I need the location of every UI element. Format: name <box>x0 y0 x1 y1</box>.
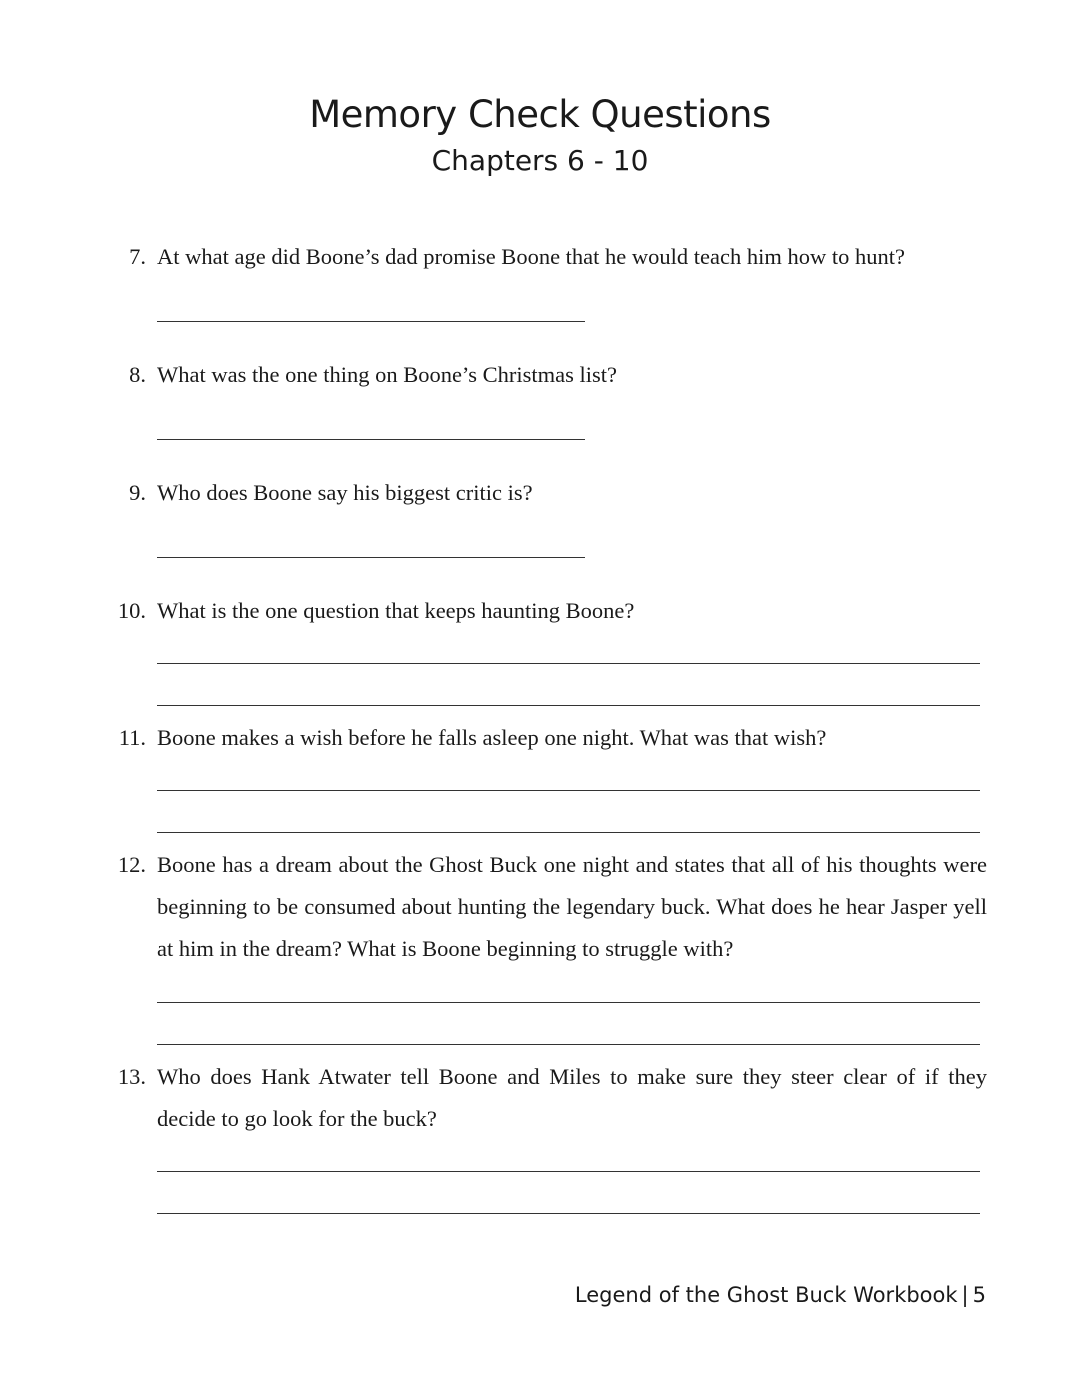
page-number: 5 <box>972 1283 986 1307</box>
footer-book-title: Legend of the Ghost Buck Workbook <box>574 1283 958 1307</box>
question-text: What was the one thing on Boone’s Christmas list? <box>157 362 617 387</box>
answer-line[interactable] <box>157 832 980 833</box>
question-text: Who does Boone say his biggest critic is? <box>157 480 533 505</box>
answer-line[interactable] <box>157 663 980 664</box>
question-text: Who does Hank Atwater tell Boone and Miles to make sure they steer clear of if they decide to go look for the buck? <box>157 1064 987 1131</box>
page-footer <box>575 1280 986 1310</box>
question-number: 12. <box>117 852 146 877</box>
question-text: What is the one question that keeps haunting Boone? <box>157 598 635 623</box>
answer-line[interactable] <box>157 1171 980 1172</box>
answer-line[interactable] <box>157 557 585 558</box>
page-subtitle: Chapters 6 - 10 <box>431 144 649 177</box>
answer-line[interactable] <box>157 1002 980 1003</box>
question-number: 13. <box>117 1064 146 1089</box>
footer-separator: | <box>961 1283 969 1307</box>
question-text: At what age did Boone’s dad promise Boone that he would teach him how to hunt? <box>157 244 905 269</box>
question-number: 11. <box>118 725 146 750</box>
question-text: Boone has a dream about the Ghost Buck one night and states that all of his thoughts were beginning to be consumed about hunting the legendary buck. What does he hear Jasper yell at him in the dream? What is Boone beginning to struggle with? <box>157 852 987 961</box>
answer-line[interactable] <box>157 790 980 791</box>
answer-line[interactable] <box>157 1044 980 1045</box>
answer-line[interactable] <box>157 1213 980 1214</box>
answer-line[interactable] <box>157 439 585 440</box>
question-text: Boone makes a wish before he falls asleep one night. What was that wish? <box>157 725 827 750</box>
question-number: 8. <box>129 362 146 387</box>
page-title: Memory Check Questions <box>309 93 771 136</box>
question-number: 10. <box>117 598 146 623</box>
question-number: 9. <box>129 480 146 505</box>
answer-line[interactable] <box>157 705 980 706</box>
question-number: 7. <box>129 244 146 269</box>
answer-line[interactable] <box>157 321 585 322</box>
